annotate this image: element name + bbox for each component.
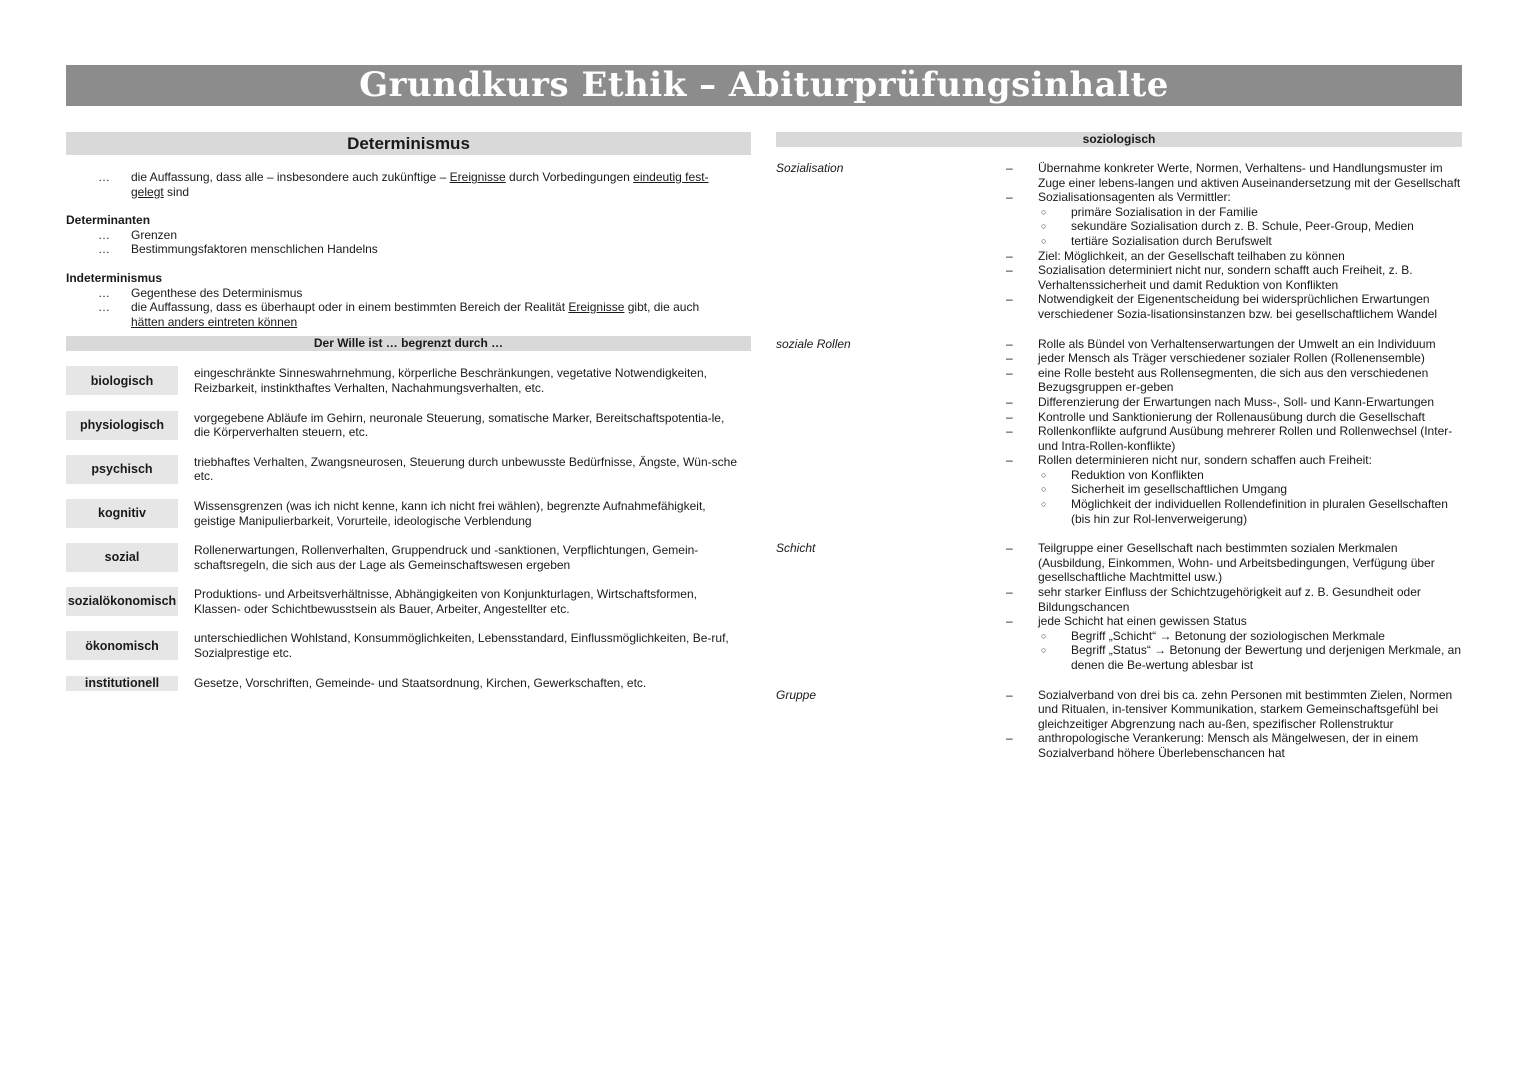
sociology-entries	[776, 161, 1462, 761]
will-row	[66, 411, 751, 440]
dash-marker: –	[1006, 248, 1013, 263]
sub-list	[1038, 205, 1462, 249]
circle-bullet-icon: ○	[1041, 630, 1047, 641]
will-row-text: Produktions- und Arbeitsverhältnisse, Abhängigkeiten von Konjunkturlagen, Wirtschaftsformen, Klassen- oder Schichtbewusstsein als Bauer, Arbeiter, Angestellter etc.	[194, 587, 697, 616]
will-row	[66, 366, 751, 395]
will-row-label: psychisch	[66, 455, 178, 484]
list-item-text: Kontrolle und Sanktionierung der Rollenausübung durch die Gesellschaft	[1038, 409, 1425, 424]
text-run: die Auffassung, dass es überhaupt oder in einem bestimmten Bereich der Realität	[131, 300, 569, 315]
dash-marker: –	[1006, 190, 1013, 205]
list-item-text: jeder Mensch als Träger verschiedener sozialer Rollen (Rollenensemble)	[1038, 351, 1425, 366]
will-row-text: eingeschränkte Sinneswahrnehmung, körperliche Beschränkungen, vegetative Notwendigkeiten, Reizbarkeit, instinkthaftes Verhalten, Nachahmungsverhalten, etc.	[194, 366, 707, 395]
underlined-text: gelegt	[131, 184, 164, 199]
list-item	[66, 286, 751, 301]
dash-marker: –	[1006, 161, 1013, 175]
list-item-text: Grenzen	[131, 227, 178, 242]
underlined-text: eindeutig fest-	[633, 170, 709, 184]
circle-bullet-icon: ○	[1041, 484, 1047, 495]
circle-bullet-icon: ○	[1041, 206, 1047, 217]
determinanten-term: Determinanten	[66, 213, 151, 228]
list-item	[1006, 688, 1462, 732]
list-item	[1006, 263, 1462, 292]
list-item-text: Ziel: Möglichkeit, an der Gesellschaft teilhaben zu können	[1038, 248, 1345, 263]
list-item	[1006, 731, 1462, 760]
sub-list-item	[1038, 205, 1462, 220]
underlined-text: hätten anders eintreten können	[131, 314, 298, 329]
dash-marker: –	[1006, 453, 1013, 468]
list-item	[1006, 249, 1462, 264]
text-run: gibt, die auch	[624, 300, 700, 315]
sub-list-item-text: Begriff „Schicht“ → Betonung der soziologischen Merkmale	[1071, 628, 1385, 643]
dots-marker: …	[98, 242, 110, 257]
sociology-entry	[776, 541, 1462, 672]
definition-list	[66, 170, 751, 199]
sub-list	[1038, 629, 1462, 673]
sub-list-item-text: primäre Sozialisation in der Familie	[1071, 204, 1258, 219]
circle-bullet-icon: ○	[1041, 235, 1047, 246]
dash-marker: –	[1006, 336, 1013, 351]
list-item-text	[131, 300, 699, 329]
list-item-text: Differenzierung der Erwartungen nach Muss-, Soll- und Kann-Erwartungen	[1038, 394, 1434, 409]
list-item-text: Rolle als Bündel von Verhaltenserwartungen der Umwelt an ein Individuum	[1038, 336, 1436, 351]
sociology-term: soziale Rollen	[776, 336, 851, 351]
sub-list-item	[1038, 497, 1462, 526]
sociology-entry	[776, 161, 1462, 322]
dots-marker: …	[98, 300, 110, 315]
will-row-text: unterschiedlichen Wohlstand, Konsummöglichkeiten, Lebensstandard, Einflussmöglichkeiten, Be-ruf, Sozialprestige etc.	[194, 631, 729, 661]
list-item	[1006, 190, 1462, 248]
sub-list-item	[1038, 219, 1462, 234]
will-row	[66, 455, 751, 484]
dash-marker: –	[1006, 614, 1013, 629]
list-item	[1006, 161, 1462, 190]
list-item	[1006, 395, 1462, 410]
sociology-entry	[776, 337, 1462, 527]
determinismus-heading: Determinismus	[66, 132, 751, 155]
sub-list-item	[1038, 643, 1462, 672]
dots-marker: …	[98, 170, 110, 184]
circle-bullet-icon: ○	[1041, 221, 1047, 232]
sociology-list	[1006, 161, 1462, 322]
sociology-column	[776, 132, 1462, 776]
will-row	[66, 543, 751, 572]
determinism-column	[66, 132, 751, 706]
dash-marker: –	[1006, 351, 1013, 366]
will-row-text: Rollenerwartungen, Rollenverhalten, Gruppendruck und -sanktionen, Verpflichtungen, Gemein-schaftsregeln, die sich aus der Lage als Gemeinschaftswesen ergeben	[194, 543, 699, 572]
dash-marker: –	[1006, 424, 1013, 439]
will-row-label: sozialökonomisch	[66, 587, 178, 616]
list-item-text: Teilgruppe einer Gesellschaft nach bestimmten sozialen Merkmalen (Ausbildung, Einkommen, Wohn- und Arbeitsbedingungen, Verfügung über gesellschaftliche Machtmittel usw.)	[1038, 541, 1435, 585]
will-row-label: sozial	[66, 543, 178, 572]
list-item	[1006, 337, 1462, 352]
circle-bullet-icon: ○	[1041, 645, 1047, 656]
will-row-label: kognitiv	[66, 499, 178, 528]
list-item-text: Rollen determinieren nicht nur, sondern schaffen auch Freiheit:	[1038, 453, 1372, 468]
will-row	[66, 631, 751, 660]
sub-list-item-text: sekundäre Sozialisation durch z. B. Schule, Peer-Group, Medien	[1071, 219, 1414, 234]
soziologisch-heading: soziologisch	[776, 132, 1462, 147]
dash-marker: –	[1006, 541, 1013, 556]
list-item-text: Rollenkonflikte aufgrund Ausübung mehrerer Rollen und Rollenwechsel (Inter- und Intra-Rollen-konflikte)	[1038, 424, 1453, 453]
list-item	[1006, 453, 1462, 526]
text-run: die Auffassung, dass alle – insbesondere auch zukünftige –	[131, 170, 450, 184]
sub-list-item-text: Begriff „Status“ → Betonung der Bewertung und derjenigen Merkmale, an denen die Be-wertung ablesbar ist	[1071, 643, 1461, 672]
sub-list-item	[1038, 468, 1462, 483]
sub-list-item-text: Sicherheit im gesellschaftlichen Umgang	[1071, 482, 1288, 497]
sociology-list	[1006, 541, 1462, 672]
indeterminismus-term: Indeterminismus	[66, 270, 163, 285]
list-item-text: Bestimmungsfaktoren menschlichen Handelns	[131, 242, 378, 257]
sociology-list	[1006, 688, 1462, 761]
list-item	[1006, 541, 1462, 585]
list-item	[1006, 585, 1462, 614]
will-heading: Der Wille ist … begrenzt durch …	[66, 336, 751, 351]
definition-text	[131, 170, 709, 199]
will-row-label: institutionell	[66, 676, 178, 691]
list-item	[1006, 366, 1462, 395]
list-item	[1006, 410, 1462, 425]
list-item	[1006, 614, 1462, 672]
will-row-text: Wissensgrenzen (was ich nicht kenne, kann ich nicht frei wählen), begrenzte Aufnahmefähigkeit, geistige Manipulierbarkeit, Vorurteile, ideologische Verblendung	[194, 498, 706, 528]
list-item-text: sehr starker Einfluss der Schichtzugehörigkeit auf z. B. Gesundheit oder Bildungschancen	[1038, 585, 1421, 614]
circle-bullet-icon: ○	[1041, 469, 1047, 480]
sociology-term: Schicht	[776, 541, 816, 556]
list-item-text: Notwendigkeit der Eigenentscheidung bei widersprüchlichen Erwartungen verschiedener Sozia-lisationsinstanzen bzw. bei gesellschaftlichem Wandel	[1038, 292, 1438, 321]
text-run: sind	[163, 184, 190, 199]
list-item-text: Sozialisationsagenten als Vermittler:	[1038, 190, 1231, 205]
dash-marker: –	[1006, 687, 1013, 702]
list-item	[1006, 351, 1462, 366]
circle-bullet-icon: ○	[1041, 499, 1047, 510]
list-item	[66, 242, 751, 257]
sub-list	[1038, 468, 1462, 526]
will-row	[66, 499, 751, 528]
will-row-label: ökonomisch	[66, 631, 178, 660]
sub-list-item-text: Möglichkeit der individuellen Rollendefinition in pluralen Gesellschaften (bis hin zur Rol-lenverweigerung)	[1071, 497, 1448, 526]
sociology-list	[1006, 337, 1462, 527]
sociology-term: Gruppe	[776, 687, 817, 702]
list-item	[66, 228, 751, 243]
text-run: durch Vorbedingungen	[505, 170, 634, 184]
dash-marker: –	[1006, 409, 1013, 424]
list-item-text: Sozialisation determiniert nicht nur, sondern schafft auch Freiheit, z. B. Verhaltenssicherheit und damit Reduktion von Konflikten	[1038, 263, 1413, 292]
indeterminismus-list	[66, 286, 751, 330]
list-item-text: jede Schicht hat einen gewissen Status	[1038, 614, 1247, 629]
dash-marker: –	[1006, 365, 1013, 380]
will-table	[66, 366, 751, 690]
page-title: Grundkurs Ethik – Abiturprüfungsinhalte	[66, 65, 1462, 106]
list-item-text: Übernahme konkreter Werte, Normen, Verhaltens- und Handlungsmuster im Zuge einer lebens-langen und aktiven Auseinandersetzung mit der Gesellschaft	[1038, 161, 1461, 190]
dots-marker: …	[98, 227, 110, 242]
definition-item	[66, 170, 751, 199]
list-item-text: Sozialverband von drei bis ca. zehn Personen mit bestimmten Zielen, Normen und Ritualen, in-tensiver Kommunikation, starkem Gemeinschaftsgefühl bei gleichzeitiger Abgrenzung nach au-ßen, spezifischer Rollenstruktur	[1038, 687, 1453, 731]
underlined-text: Ereignisse	[449, 170, 506, 184]
dash-marker: –	[1006, 585, 1013, 600]
list-item-text: Gegenthese des Determinismus	[131, 285, 303, 300]
will-row	[66, 676, 751, 691]
list-item-text: eine Rolle besteht aus Rollensegmenten, die sich aus den verschiedenen Bezugsgruppen er-geben	[1038, 365, 1429, 395]
sub-list-item-text: Reduktion von Konflikten	[1071, 467, 1204, 482]
dots-marker: …	[98, 285, 110, 300]
determinanten-list	[66, 228, 751, 257]
sub-list-item	[1038, 234, 1462, 249]
sociology-term: Sozialisation	[776, 161, 844, 175]
dash-marker: –	[1006, 731, 1013, 746]
sub-list-item	[1038, 629, 1462, 644]
will-row-text: vorgegebene Abläufe im Gehirn, neuronale Steuerung, somatische Marker, Bereitschaftspotentia-le, die Körperverhalten steuern, etc.	[194, 410, 725, 440]
list-item	[1006, 424, 1462, 453]
will-row-text: Gesetze, Vorschriften, Gemeinde- und Staatsordnung, Kirchen, Gewerkschaften, etc.	[194, 675, 647, 690]
dash-marker: –	[1006, 263, 1013, 278]
will-row	[66, 587, 751, 616]
dash-marker: –	[1006, 394, 1013, 409]
will-row-text: triebhaftes Verhalten, Zwangsneurosen, Steuerung durch unbewusste Bedürfnisse, Ängste, Wün-sche etc.	[194, 454, 737, 484]
list-item	[66, 300, 751, 329]
sub-list-item-text: tertiäre Sozialisation durch Berufswelt	[1071, 233, 1272, 248]
dash-marker: –	[1006, 292, 1013, 307]
underlined-text: Ereignisse	[568, 300, 625, 315]
will-row-label: physiologisch	[66, 411, 178, 440]
sociology-entry	[776, 688, 1462, 761]
list-item-text: anthropologische Verankerung: Mensch als Mängelwesen, der in einem Sozialverband höhere Überlebenschancen hat	[1038, 731, 1419, 760]
sub-list-item	[1038, 482, 1462, 497]
will-row-label: biologisch	[66, 366, 178, 395]
list-item	[1006, 292, 1462, 321]
